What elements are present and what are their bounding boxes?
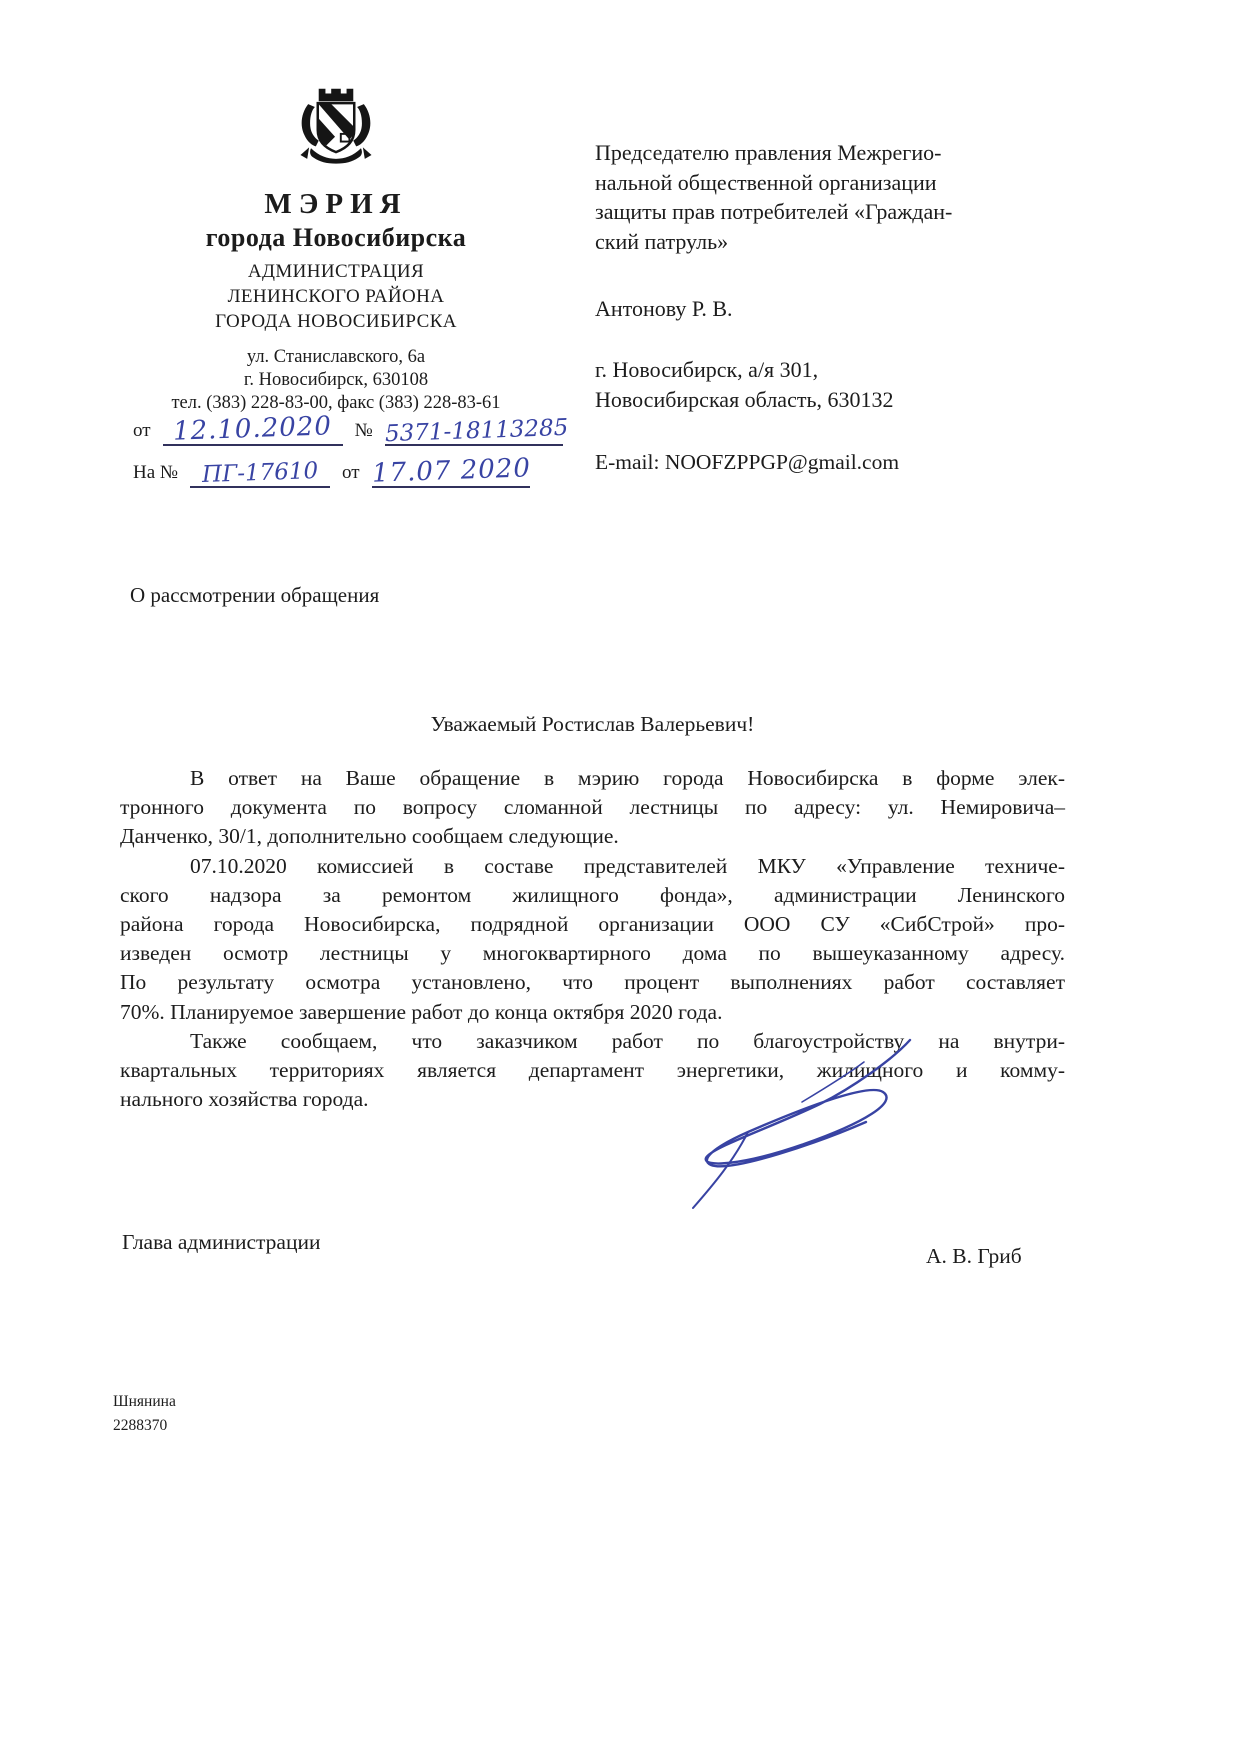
recipient-address-line: Новосибирская область, 630132 (595, 386, 894, 412)
body-line: В ответ на Ваше обращение в мэрию города Новосибирска в форме элек- (190, 766, 1065, 790)
outgoing-date-label: от (133, 420, 151, 441)
recipient-organization-line: Председателю правления Межрегио- (595, 140, 942, 165)
executor-phone: 2288370 (113, 1417, 168, 1434)
body-paragraph (120, 852, 1065, 1027)
sender-department-line: ЛЕНИНСКОГО РАЙОНА (227, 286, 445, 307)
incoming-reference-line (133, 453, 573, 489)
incoming-date-field (371, 453, 531, 489)
incoming-number-label: На № (133, 462, 179, 483)
sender-address-line: г. Новосибирск, 630108 (243, 370, 429, 390)
executor-name: Шнянина (113, 1393, 176, 1410)
outgoing-number-label: № (354, 420, 373, 441)
body-line: изведен осмотр лестницы у многоквартирного дома по вышеуказанному адресу. (120, 941, 1065, 966)
recipient-organization-line: ский патруль» (595, 228, 729, 254)
recipient-address (595, 355, 1045, 414)
signoff-name: А. В. Гриб (926, 1244, 1022, 1268)
recipient-organization (595, 138, 1045, 256)
body-line: 07.10.2020 комиссией в составе представителей МКУ «Управление техниче- (190, 853, 1065, 878)
outgoing-number-field (384, 414, 569, 448)
sender-department (118, 259, 554, 334)
sender-address-line: ул. Станиславского, 6а (246, 347, 426, 367)
sender-address (118, 346, 554, 415)
sender-address-line: тел. (383) 228-83-00, факс (383) 228-83-61 (171, 393, 501, 413)
novosibirsk-coat-of-arms-icon (288, 86, 384, 176)
sender-org-subtitle: города Новосибирска (205, 223, 467, 252)
body-line: тронного документа по вопросу сломанной лестницы по адресу: ул. Немировича– (120, 795, 1065, 820)
body-paragraph (120, 764, 1065, 852)
recipient-organization-line: нальной общественной организации (595, 169, 937, 195)
body-line: Также сообщаем, что заказчиком работ по благоустройству на внутри- (190, 1028, 1065, 1053)
sender-department-line: ГОРОДА НОВОСИБИРСКА (215, 311, 457, 332)
incoming-date-label: от (342, 462, 360, 483)
handwritten-signature (652, 1032, 934, 1212)
recipient-address-line: г. Новосибирск, а/я 301, (595, 357, 819, 382)
recipient-organization-line: защиты прав потребителей «Граждан- (595, 199, 953, 224)
outgoing-reference-line (133, 411, 573, 448)
executor-footer (113, 1390, 176, 1438)
sender-department-line: АДМИНИСТРАЦИЯ (247, 261, 425, 282)
body-line: 70%. Планируемое завершение работ до конца октября 2020 года. (120, 999, 723, 1024)
outgoing-number-handwritten: 5371-18113285 (384, 414, 569, 448)
incoming-number-handwritten: ПГ-17610 (201, 457, 319, 489)
body-line: ского надзора за ремонтом жилищного фонда», администрации Ленинского (120, 882, 1065, 907)
outgoing-date-field (163, 411, 343, 447)
body-line: По результату осмотра установлено, что процент выполнениях работ составляет (120, 970, 1065, 995)
sender-letterhead (118, 86, 554, 415)
incoming-date-handwritten: 17.07 2020 (371, 453, 531, 489)
body-line: квартальных территориях является департамент энергетики, жилищного и комму- (120, 1058, 1065, 1083)
signoff-title: Глава администрации (122, 1230, 321, 1254)
body-line: нального хозяйства города. (120, 1087, 369, 1112)
letter-subject: О рассмотрении обращения (130, 583, 380, 607)
body-line: Данченко, 30/1, дополнительно сообщаем следующие. (120, 824, 619, 849)
sender-org-title: МЭРИЯ (264, 188, 408, 220)
recipient-email: E-mail: NOOFZPPGP@gmail.com (595, 450, 900, 474)
incoming-number-field (190, 457, 330, 489)
body-line: района города Новосибирска, подрядной организации ООО СУ «СибСтрой» про- (120, 912, 1065, 937)
recipient-name: Антонову Р. В. (595, 296, 733, 321)
outgoing-date-handwritten: 12.10.2020 (172, 411, 333, 447)
salutation: Уважаемый Ростислав Валерьевич! (430, 712, 755, 736)
